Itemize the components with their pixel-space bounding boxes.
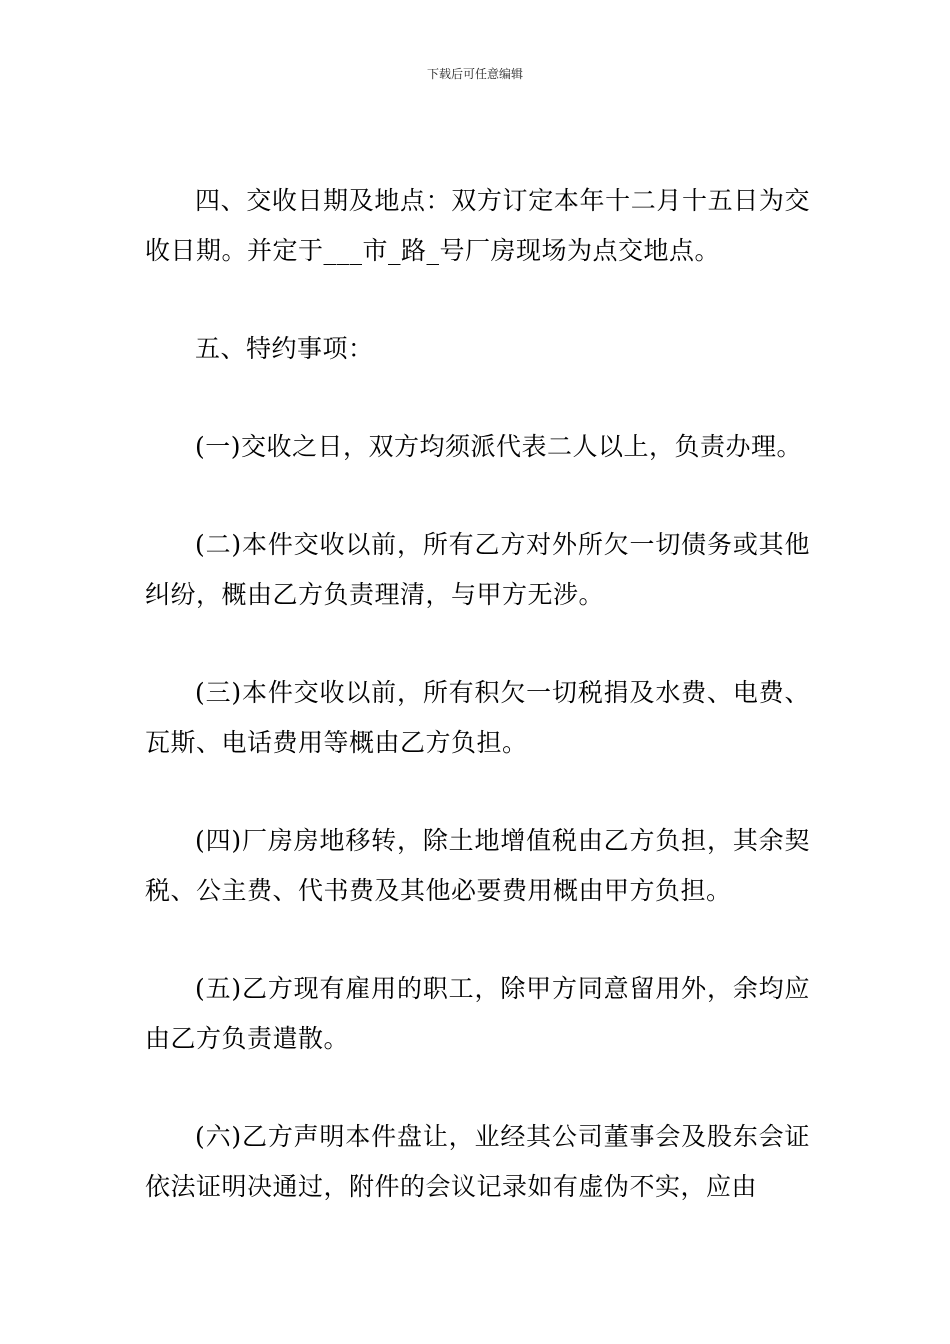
document-body xyxy=(145,176,810,1260)
paragraph-term-3: (三)本件交收以前，所有积欠一切税捐及水费、电费、瓦斯、电话费用等概由乙方负担。 xyxy=(145,678,810,757)
paragraph-special-terms-heading: 五、特约事项： xyxy=(195,334,374,363)
paragraph-term-6: (六)乙方声明本件盘让，业经其公司董事会及股东会证依法证明决通过，附件的会议记录如有虚伪不实，应由 xyxy=(145,1122,810,1201)
paragraph-term-2: (二)本件交收以前，所有乙方对外所欠一切债务或其他纠纷，概由乙方负责理清，与甲方无涉。 xyxy=(145,530,810,609)
paragraph-term-4: (四)厂房房地移转，除土地增值税由乙方负担，其余契税、公主费、代书费及其他必要费用概由甲方负担。 xyxy=(145,826,810,905)
paragraph-delivery-date-place: 四、交收日期及地点：双方订定本年十二月十五日为交收日期。并定于___市_路_号厂房现场为点交地点。 xyxy=(145,186,810,265)
page-header: 下载后可任意编辑 xyxy=(426,67,523,81)
paragraph-term-5: (五)乙方现有雇用的职工，除甲方同意留用外，余均应由乙方负责遣散。 xyxy=(145,974,810,1053)
paragraph-term-1: (一)交收之日，双方均须派代表二人以上，负责办理。 xyxy=(195,432,803,461)
